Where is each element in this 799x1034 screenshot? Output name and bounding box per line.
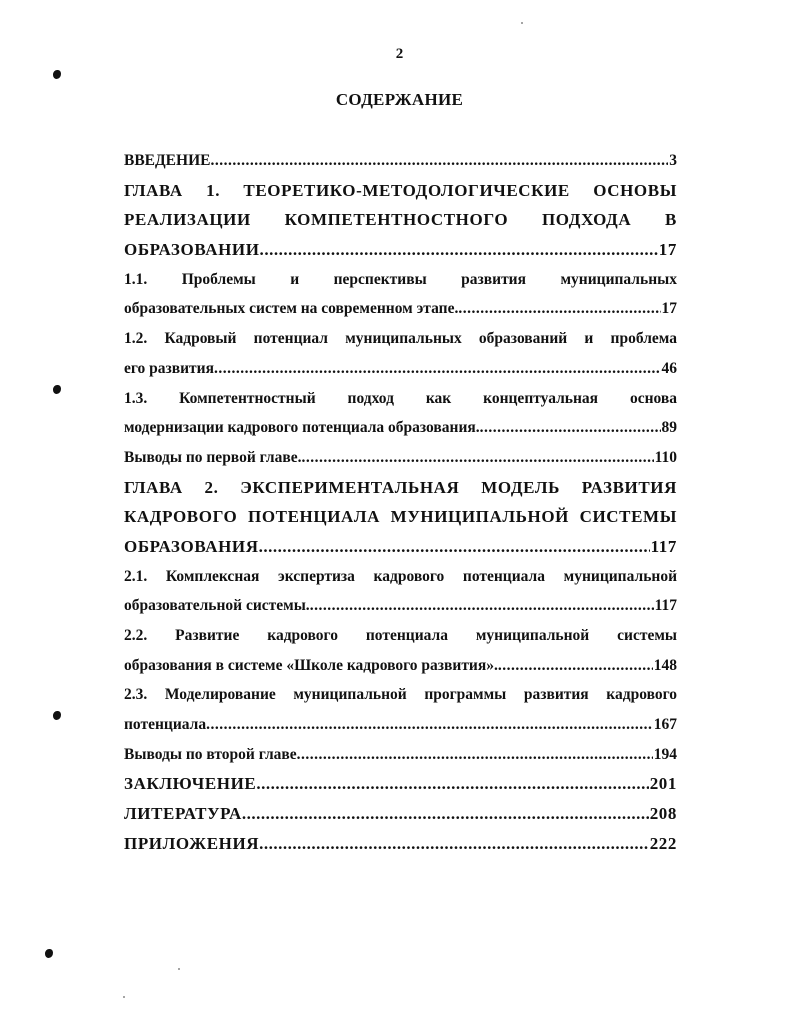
toc-entry-text: ОБРАЗОВАНИЯ — [124, 536, 259, 556]
toc-line — [124, 621, 677, 651]
toc-line — [124, 294, 677, 324]
toc-entry-text: модернизации кадрового потенциала образования. — [124, 419, 480, 437]
toc-page-number: 194 — [653, 745, 677, 763]
toc-entry-text: образовательных систем на современном этапе. — [124, 300, 459, 318]
toc-entry-text: его развития — [124, 359, 214, 377]
table-of-contents — [124, 146, 677, 859]
toc-line — [124, 324, 677, 354]
toc-entry-text: ГЛАВА 2. ЭКСПЕРИМЕНТАЛЬНАЯ МОДЕЛЬ РАЗВИТИЯ — [124, 477, 677, 497]
toc-entry-text: 1.2. Кадровый потенциал муниципальных образований и проблема — [124, 330, 677, 348]
toc-page-number: 89 — [661, 419, 677, 437]
toc-line — [124, 354, 677, 384]
dot-leader — [259, 532, 650, 562]
toc-page-number: 17 — [661, 300, 677, 318]
toc-line — [124, 384, 677, 414]
toc-page-number: 110 — [654, 448, 677, 466]
dot-leader — [206, 710, 653, 740]
toc-page-number: 148 — [653, 656, 677, 674]
toc-line — [124, 562, 677, 592]
toc-entry-text: РЕАЛИЗАЦИИ КОМПЕТЕНТНОСТНОГО ПОДХОДА В — [124, 210, 677, 230]
dot-leader — [256, 769, 648, 799]
toc-line — [124, 176, 677, 206]
toc-page-number: 222 — [649, 833, 677, 853]
toc-entry-text: потенциала — [124, 716, 207, 734]
toc-entry-text: Выводы по второй главе — [124, 745, 297, 763]
dot-leader — [498, 651, 653, 681]
toc-page-number: 3 — [669, 152, 677, 169]
toc-entry-text: ОБРАЗОВАНИИ. — [124, 240, 265, 260]
binder-hole-mark — [45, 949, 53, 958]
toc-line — [124, 829, 677, 859]
toc-entry-text: 1.3. Компетентностный подход как концептуальная основа — [124, 389, 677, 407]
toc-entry-text: 2.1. Комплексная экспертиза кадрового потенциала муниципальной — [124, 567, 677, 585]
toc-line — [124, 443, 677, 473]
toc-entry-text: образования в системе «Школе кадрового развития». — [124, 656, 498, 674]
dot-leader — [480, 413, 661, 443]
toc-line — [124, 502, 677, 532]
toc-entry-text: 1.1. Проблемы и перспективы развития муниципальных — [124, 270, 677, 288]
binder-hole-mark — [53, 385, 61, 394]
toc-page-number: 117 — [650, 536, 677, 556]
toc-line — [124, 651, 677, 681]
dot-leader — [297, 740, 653, 770]
toc-line — [124, 146, 677, 176]
toc-entry-text: ПРИЛОЖЕНИЯ — [124, 833, 260, 853]
dot-leader — [264, 235, 657, 265]
toc-entry-text: 2.2. Развитие кадрового потенциала муниципальной системы — [124, 627, 677, 644]
dot-leader — [214, 354, 661, 384]
page-number: 2 — [395, 46, 404, 62]
toc-page-number: 201 — [649, 774, 677, 794]
scan-speck — [521, 22, 523, 24]
toc-page-number: 46 — [661, 359, 677, 377]
toc-entry-text: ЗАКЛЮЧЕНИЕ — [124, 774, 257, 794]
scan-speck — [123, 996, 125, 998]
toc-line — [124, 205, 677, 235]
toc-page-number: 208 — [649, 804, 677, 824]
dot-leader — [242, 799, 649, 829]
toc-line — [124, 740, 677, 770]
toc-page-number: 117 — [654, 597, 677, 615]
toc-entry-text: ЛИТЕРАТУРА — [124, 804, 242, 824]
toc-entry-text: 2.3. Моделирование муниципальной программы развития кадрового — [124, 686, 677, 704]
toc-line — [124, 769, 677, 799]
dot-leader — [301, 443, 653, 473]
page-title: СОДЕРЖАНИЕ — [335, 90, 464, 109]
binder-hole-mark — [53, 70, 61, 79]
toc-line — [124, 532, 677, 562]
toc-line — [124, 413, 677, 443]
dot-leader — [259, 829, 649, 859]
toc-line — [124, 265, 677, 295]
toc-entry-text: КАДРОВОГО ПОТЕНЦИАЛА МУНИЦИПАЛЬНОЙ СИСТЕМЫ — [124, 507, 677, 527]
toc-page-number: 167 — [653, 716, 677, 734]
toc-line — [124, 680, 677, 710]
toc-entry-text: Выводы по первой главе. — [124, 448, 302, 466]
toc-page-number: 17 — [658, 240, 677, 260]
toc-line — [124, 799, 677, 829]
toc-entry-text: ВВЕДЕНИЕ — [124, 152, 211, 169]
dot-leader — [210, 146, 668, 176]
toc-line — [124, 591, 677, 621]
scan-speck — [178, 968, 180, 970]
toc-line — [124, 710, 677, 740]
toc-line — [124, 473, 677, 503]
dot-leader — [310, 591, 654, 621]
toc-line — [124, 235, 677, 265]
toc-entry-text: образовательной системы. — [124, 597, 310, 615]
dot-leader — [458, 294, 660, 324]
binder-hole-mark — [53, 711, 61, 720]
toc-entry-text: ГЛАВА 1. ТЕОРЕТИКО-МЕТОДОЛОГИЧЕСКИЕ ОСНОВЫ — [124, 180, 677, 200]
